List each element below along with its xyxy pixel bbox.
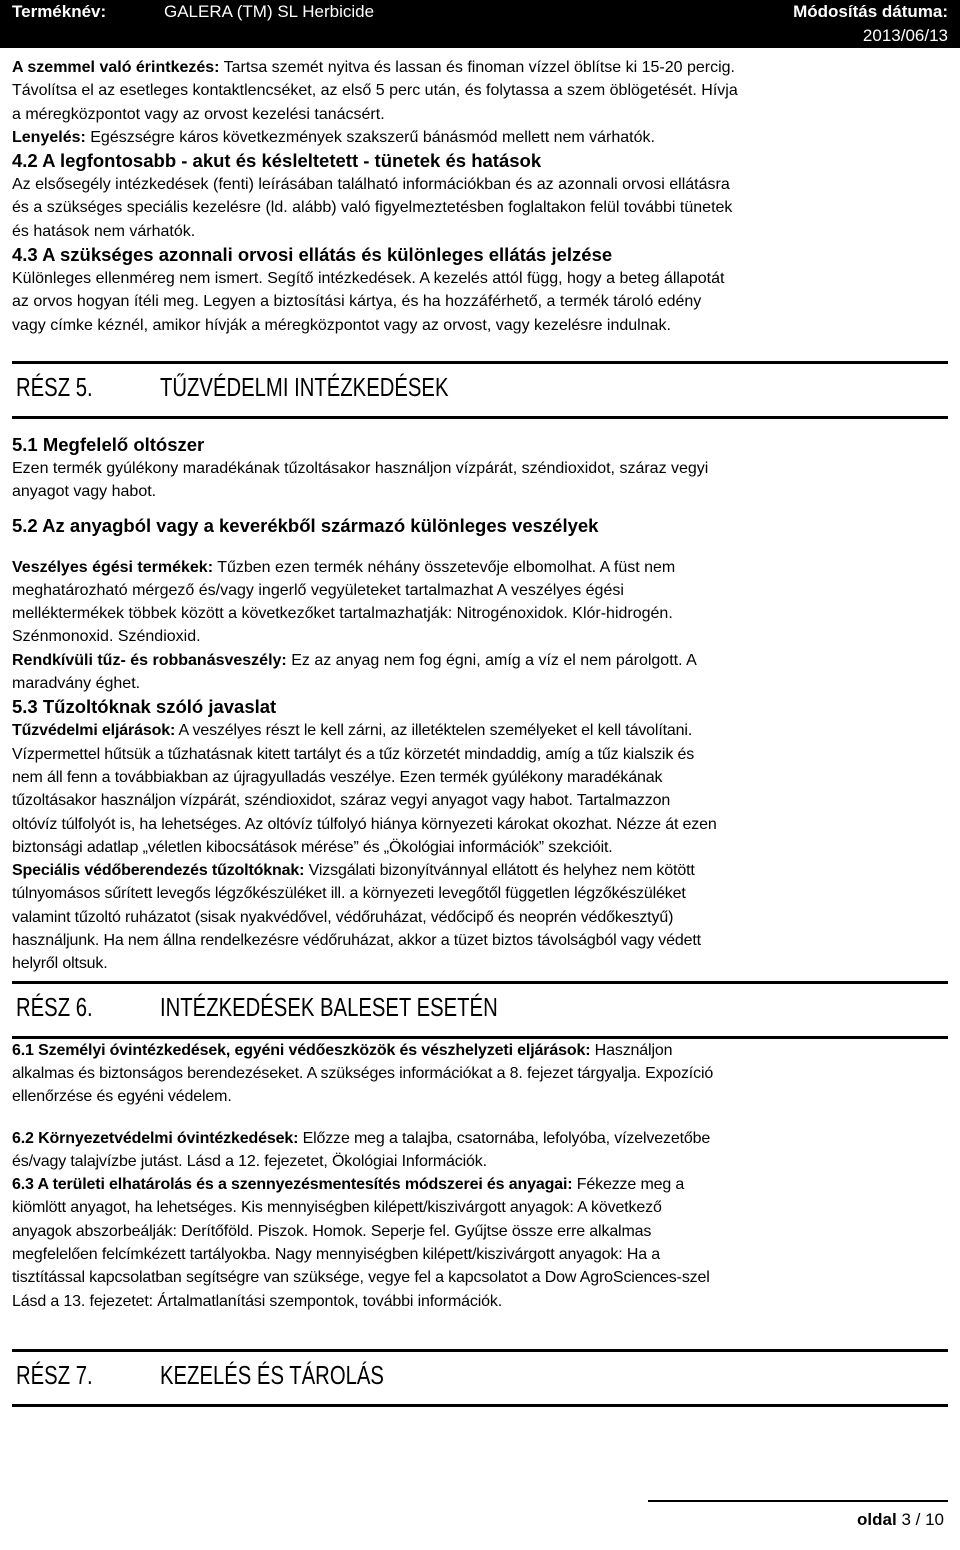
ingestion-text: Egészségre káros következmények szakszerű bánásmód mellett nem várhatók. — [85, 128, 655, 146]
heading-4-3: 4.3 A szükséges azonnali orvosi ellátás és különleges ellátás jelzése — [12, 244, 613, 266]
date-label: Módosítás dátuma: — [793, 2, 948, 21]
fire-label: Rendkívüli tűz- és robbanásveszély: — [12, 651, 287, 669]
heading-5-3: 5.3 Tűzoltóknak szóló javaslat — [12, 696, 277, 718]
heading-6-3: 6.3 A területi elhatárolás és a szennyezésmentesítés módszerei és anyagai: — [12, 1176, 573, 1194]
text-line: Az elsősegély intézkedések (fenti) leírásában található információkban és az azonnali orvosi ellátásra — [12, 176, 730, 194]
text-line: maradvány éghet. — [12, 675, 141, 693]
text-line: Lásd a 13. fejezetet: Ártalmatlanítási szempontok, további információk. — [12, 1292, 503, 1310]
text-line: a méregközpontot vagy az orvost kezelési tanácsért. — [12, 105, 385, 123]
text-6-2: Előzze meg a talajba, csatornába, lefolyóba, vízelvezetőbe — [298, 1129, 711, 1147]
eye-contact-text: Tartsa szemét nyitva és lassan és finoman vízzel öblítse ki 15-20 percig. — [219, 59, 735, 76]
text-line: túlnyomásos sűrített levegős légzőkészüléket ill. a környezeti levegőtől független légzőkészüléket — [12, 885, 686, 903]
text-line: Ezen termék gyúlékony maradékának tűzoltásakor használjon vízpárát, széndioxidot, száraz vegyi — [12, 459, 709, 477]
text-line: és/vagy talajvízbe jutást. Lásd a 12. fejezetet, Ökológiai Információk. — [12, 1152, 487, 1170]
fire-text: Ez az anyag nem fog égni, amíg a víz el nem párolgott. A — [286, 651, 697, 669]
heading-4-2: 4.2 A legfontosabb - akut és késleltetett - tünetek és hatások — [12, 150, 542, 172]
page-number: 3 / 10 — [901, 1510, 944, 1529]
hazard-text: Tűzben ezen termék néhány összetevője elbomolhat. A füst nem — [213, 558, 676, 576]
product-label: Terméknév: — [12, 2, 107, 21]
equipment-label: Speciális védőberendezés tűzoltóknak: — [12, 862, 305, 880]
section-6-title: INTÉZKEDÉSEK BALESET ESETÉN — [160, 991, 498, 1022]
text-line: használjunk. Ha nem állna rendelkezésre védőruházat, akkor a tüzet biztos távolságból vagy védett — [12, 932, 701, 950]
text-line: helyről oltsuk. — [12, 955, 108, 973]
ingestion-label: Lenyelés: — [12, 128, 86, 146]
section-5-title: TŰZVÉDELMI INTÉZKEDÉSEK — [160, 371, 449, 402]
page-footer — [857, 1510, 944, 1530]
ingestion-paragraph — [12, 126, 948, 149]
heading-5-2: 5.2 Az anyagból vagy a keverékből származó különleges veszélyek — [12, 514, 599, 536]
section-5-number: RÉSZ 5. — [16, 371, 93, 402]
text-line: anyagok abszorbeálják: Derítőföld. Piszok. Homok. Seperje fel. Gyűjtse össze erre alkalmas — [12, 1222, 652, 1240]
containment-paragraph — [12, 1173, 948, 1196]
text-line: oltóvíz túlfolyót is, ha lehetséges. Az oltóvíz túlfolyó hiánya környezeti károkat okozhat. Nézze át ezen — [12, 815, 717, 833]
equipment-paragraph — [12, 859, 948, 882]
heading-5-1: 5.1 Megfelelő oltószer — [12, 433, 205, 455]
eye-contact-paragraph — [12, 56, 948, 79]
section-7-title: KEZELÉS ÉS TÁROLÁS — [160, 1359, 384, 1390]
procedure-text: A veszélyes részt le kell zárni, az illetéktelen személyeket el kell távolítani. — [175, 722, 693, 740]
text-line: biztonsági adatlap „véletlen kibocsátások mérése” és „Ökológiai információk” szekcióit. — [12, 838, 613, 856]
eye-contact-label: A szemmel való érintkezés: — [12, 59, 220, 76]
footer-divider — [648, 1500, 948, 1502]
heading-6-2: 6.2 Környezetvédelmi óvintézkedések: — [12, 1129, 299, 1147]
procedure-label: Tűzvédelmi eljárások: — [12, 722, 176, 740]
section-7-number: RÉSZ 7. — [16, 1359, 93, 1390]
text-line: megfelelően felcímkézett tartályokba. Nagy mennyiségben kilépett/kiszivárgott anyagok: Ha a — [12, 1245, 661, 1263]
document-body — [12, 56, 948, 1407]
text-line: Vízpermettel hűtsük a tűzhatásnak kitett tartályt és a tűz körzetét mindaddig, amíg a tűz kialszik és — [12, 745, 695, 763]
environmental-precautions-paragraph — [12, 1127, 948, 1150]
text-6-3: Fékezze meg a — [572, 1176, 685, 1194]
text-line: valamint tűzoltó ruházatot (sisak nyakvédővel, védőruházat, védőcipő és neoprén védőkesztyű) — [12, 908, 674, 926]
page-label: oldal — [857, 1510, 897, 1529]
text-line: tűzoltásakor használjon vízpárát, széndioxidot, száraz vegyi anyagot vagy habot. Tartalmazzon — [12, 792, 671, 810]
section-7-banner — [12, 1349, 948, 1407]
section-6-banner — [12, 981, 948, 1039]
procedure-paragraph — [12, 719, 948, 742]
document-header — [0, 0, 960, 48]
hazard-label: Veszélyes égési termékek: — [12, 558, 214, 576]
fire-paragraph — [12, 649, 948, 672]
text-line: vagy címke kéznél, amikor hívják a méregközpontot vagy az orvost, vagy kezelésre indulnak. — [12, 316, 671, 334]
text-line: kiömlött anyagot, ha lehetséges. Kis mennyiségben kilépett/kiszivárgott anyagok: A következő — [12, 1199, 662, 1217]
section-6-number: RÉSZ 6. — [16, 991, 93, 1022]
date-value: 2013/06/13 — [862, 26, 948, 45]
personal-precautions-paragraph — [12, 1039, 948, 1062]
text-line: Különleges ellenméreg nem ismert. Segítő intézkedések. A kezelés attól függ, hogy a beteg állapotát — [12, 270, 725, 288]
text-line: az orvos hogyan ítéli meg. Legyen a biztosítási kártya, és ha hozzáférhető, a termék tároló edény — [12, 293, 702, 311]
hazard-paragraph — [12, 556, 948, 579]
equipment-text: Vizsgálati bizonyítvánnyal ellátott és helyhez nem kötött — [304, 862, 695, 880]
product-name: GALERA (TM) SL Herbicide — [164, 2, 375, 21]
text-line: és a szükséges speciális kezelésre (ld. alább) való figyelmeztetésben foglaltakon felül további tünetek — [12, 199, 733, 217]
text-line: ellenőrzése és egyéni védelem. — [12, 1088, 232, 1106]
text-line: Távolítsa el az esetleges kontaktlencséket, az első 5 perc után, és folytassa a szem öblögetését. Hívja — [12, 82, 738, 100]
text-line: és hatások nem várhatók. — [12, 222, 196, 240]
text-line: anyagot vagy habot. — [12, 483, 157, 501]
text-line: tisztítással kapcsolatban segítségre van szüksége, vegye fel a kapcsolatot a Dow AgroSciences-szel — [12, 1269, 710, 1287]
text-line: meghatározható mérgező és/vagy ingerlő vegyületeket tartalmazhat A veszélyes égési — [12, 581, 624, 599]
text-line: Szénmonoxid. Széndioxid. — [12, 628, 201, 646]
text-line: nem áll fenn a továbbiakban az újragyulladás veszélye. Ezen termék gyúlékony maradékának — [12, 768, 663, 786]
text-6-1: Használjon — [590, 1041, 673, 1059]
heading-6-1: 6.1 Személyi óvintézkedések, egyéni védőeszközök és vészhelyzeti eljárások: — [12, 1041, 591, 1059]
text-line: melléktermékek többek között a következőket tartalmazhatják: Nitrogénoxidok. Klór-hidrogén. — [12, 605, 673, 623]
text-line: alkalmas és biztonságos berendezéseket. A szükséges információkat a 8. fejezet tárgyalja. Expozíció — [12, 1064, 714, 1082]
section-5-banner — [12, 361, 948, 419]
